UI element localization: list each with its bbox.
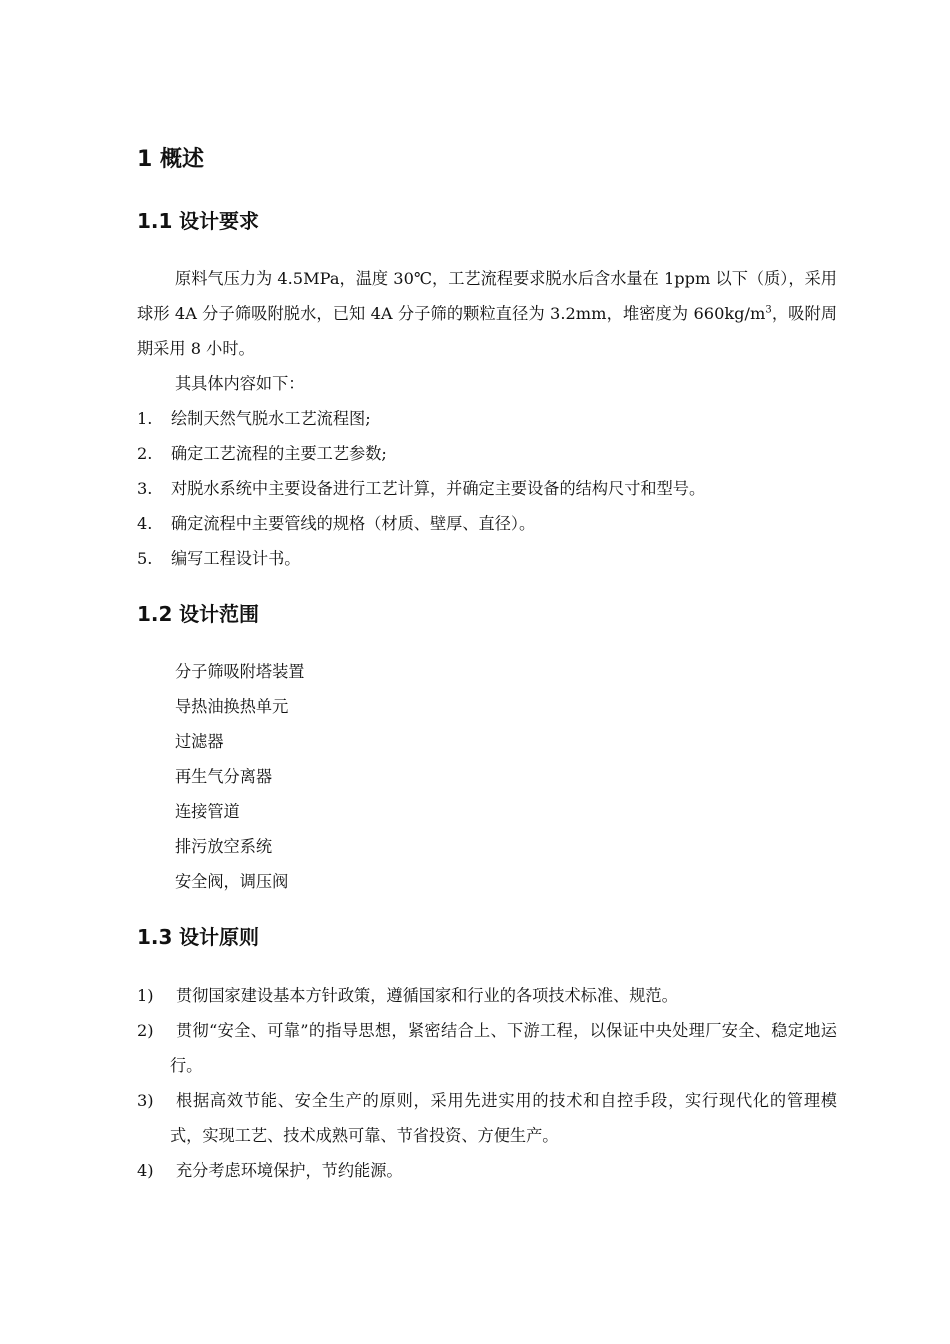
list-text: 绘制天然气脱水工艺流程图; [171,409,371,428]
section-number: 1.2 [137,602,173,626]
section-number: 1.1 [137,209,173,233]
principle-text: 贯彻国家建设基本方针政策，遵循国家和行业的各项技术标准、规范。 [176,986,678,1005]
list-item [137,471,705,506]
principle-marker: 1) [137,986,154,1005]
section-title: 设计原则 [179,925,259,949]
scope-item: 安全阀，调压阀 [175,872,289,891]
list-item [137,541,301,576]
list-text: 编写工程设计书。 [171,549,301,568]
list-marker: 3. [137,479,153,498]
list-marker: 2. [137,444,153,463]
principle-item [137,978,837,1013]
principle-marker: 3) [137,1091,154,1110]
section-title: 设计范围 [179,602,259,626]
list-text: 对脱水系统中主要设备进行工艺计算，并确定主要设备的结构尺寸和型号。 [171,479,706,498]
list-marker: 5. [137,549,153,568]
section-heading-design-requirements [137,207,259,235]
principle-text: 根据高效节能、安全生产的原则，采用先进实用的技术和自控手段，实行现代化的管理模式，实现工艺、技术成熟可靠、节省投资、方便生产。 [170,1091,837,1145]
paragraph-text-end: ，吸附周期采用 8 小时。 [137,304,838,358]
requirements-intro: 其具体内容如下： [175,374,305,393]
principle-text: 贯彻“安全、可靠”的指导思想，紧密结合上、下游工程，以保证中央处理厂安全、稳定地运行。 [170,1021,837,1075]
scope-item: 连接管道 [175,802,240,821]
scope-item: 过滤器 [175,732,224,751]
principle-text: 充分考虑环境保护，节约能源。 [176,1161,403,1180]
scope-item: 排污放空系统 [175,837,273,856]
list-item [137,401,371,436]
list-text: 确定流程中主要管线的规格（材质、壁厚、直径）。 [171,514,536,533]
principle-marker: 4) [137,1161,154,1180]
scope-item: 导热油换热单元 [175,697,289,716]
list-item [137,506,535,541]
principle-item [137,1013,837,1083]
list-item [137,436,387,471]
paragraph-text: 原料气压力为 4.5MPa，温度 30℃，工艺流程要求脱水后含水量在 1ppm 以下（质），采用球形 4A 分子筛吸附脱水，已知 4A 分子筛的颗粒直径为 3.2mm，堆密度为 660kg/m [137,269,837,323]
section-heading-overview: 1 概述 [137,147,204,172]
section-number: 1.3 [137,925,173,949]
principle-marker: 2) [137,1021,154,1040]
list-marker: 4. [137,514,153,533]
section-heading-design-principles [137,923,259,951]
superscript: 3 [765,304,772,316]
section-heading-design-scope [137,600,259,628]
section-title: 设计要求 [179,209,259,233]
list-text: 确定工艺流程的主要工艺参数; [171,444,387,463]
requirements-paragraph [137,261,837,366]
scope-item: 再生气分离器 [175,767,273,786]
principle-item [137,1153,837,1188]
scope-item: 分子筛吸附塔装置 [175,662,305,681]
principle-item [137,1083,837,1153]
list-marker: 1. [137,409,153,428]
